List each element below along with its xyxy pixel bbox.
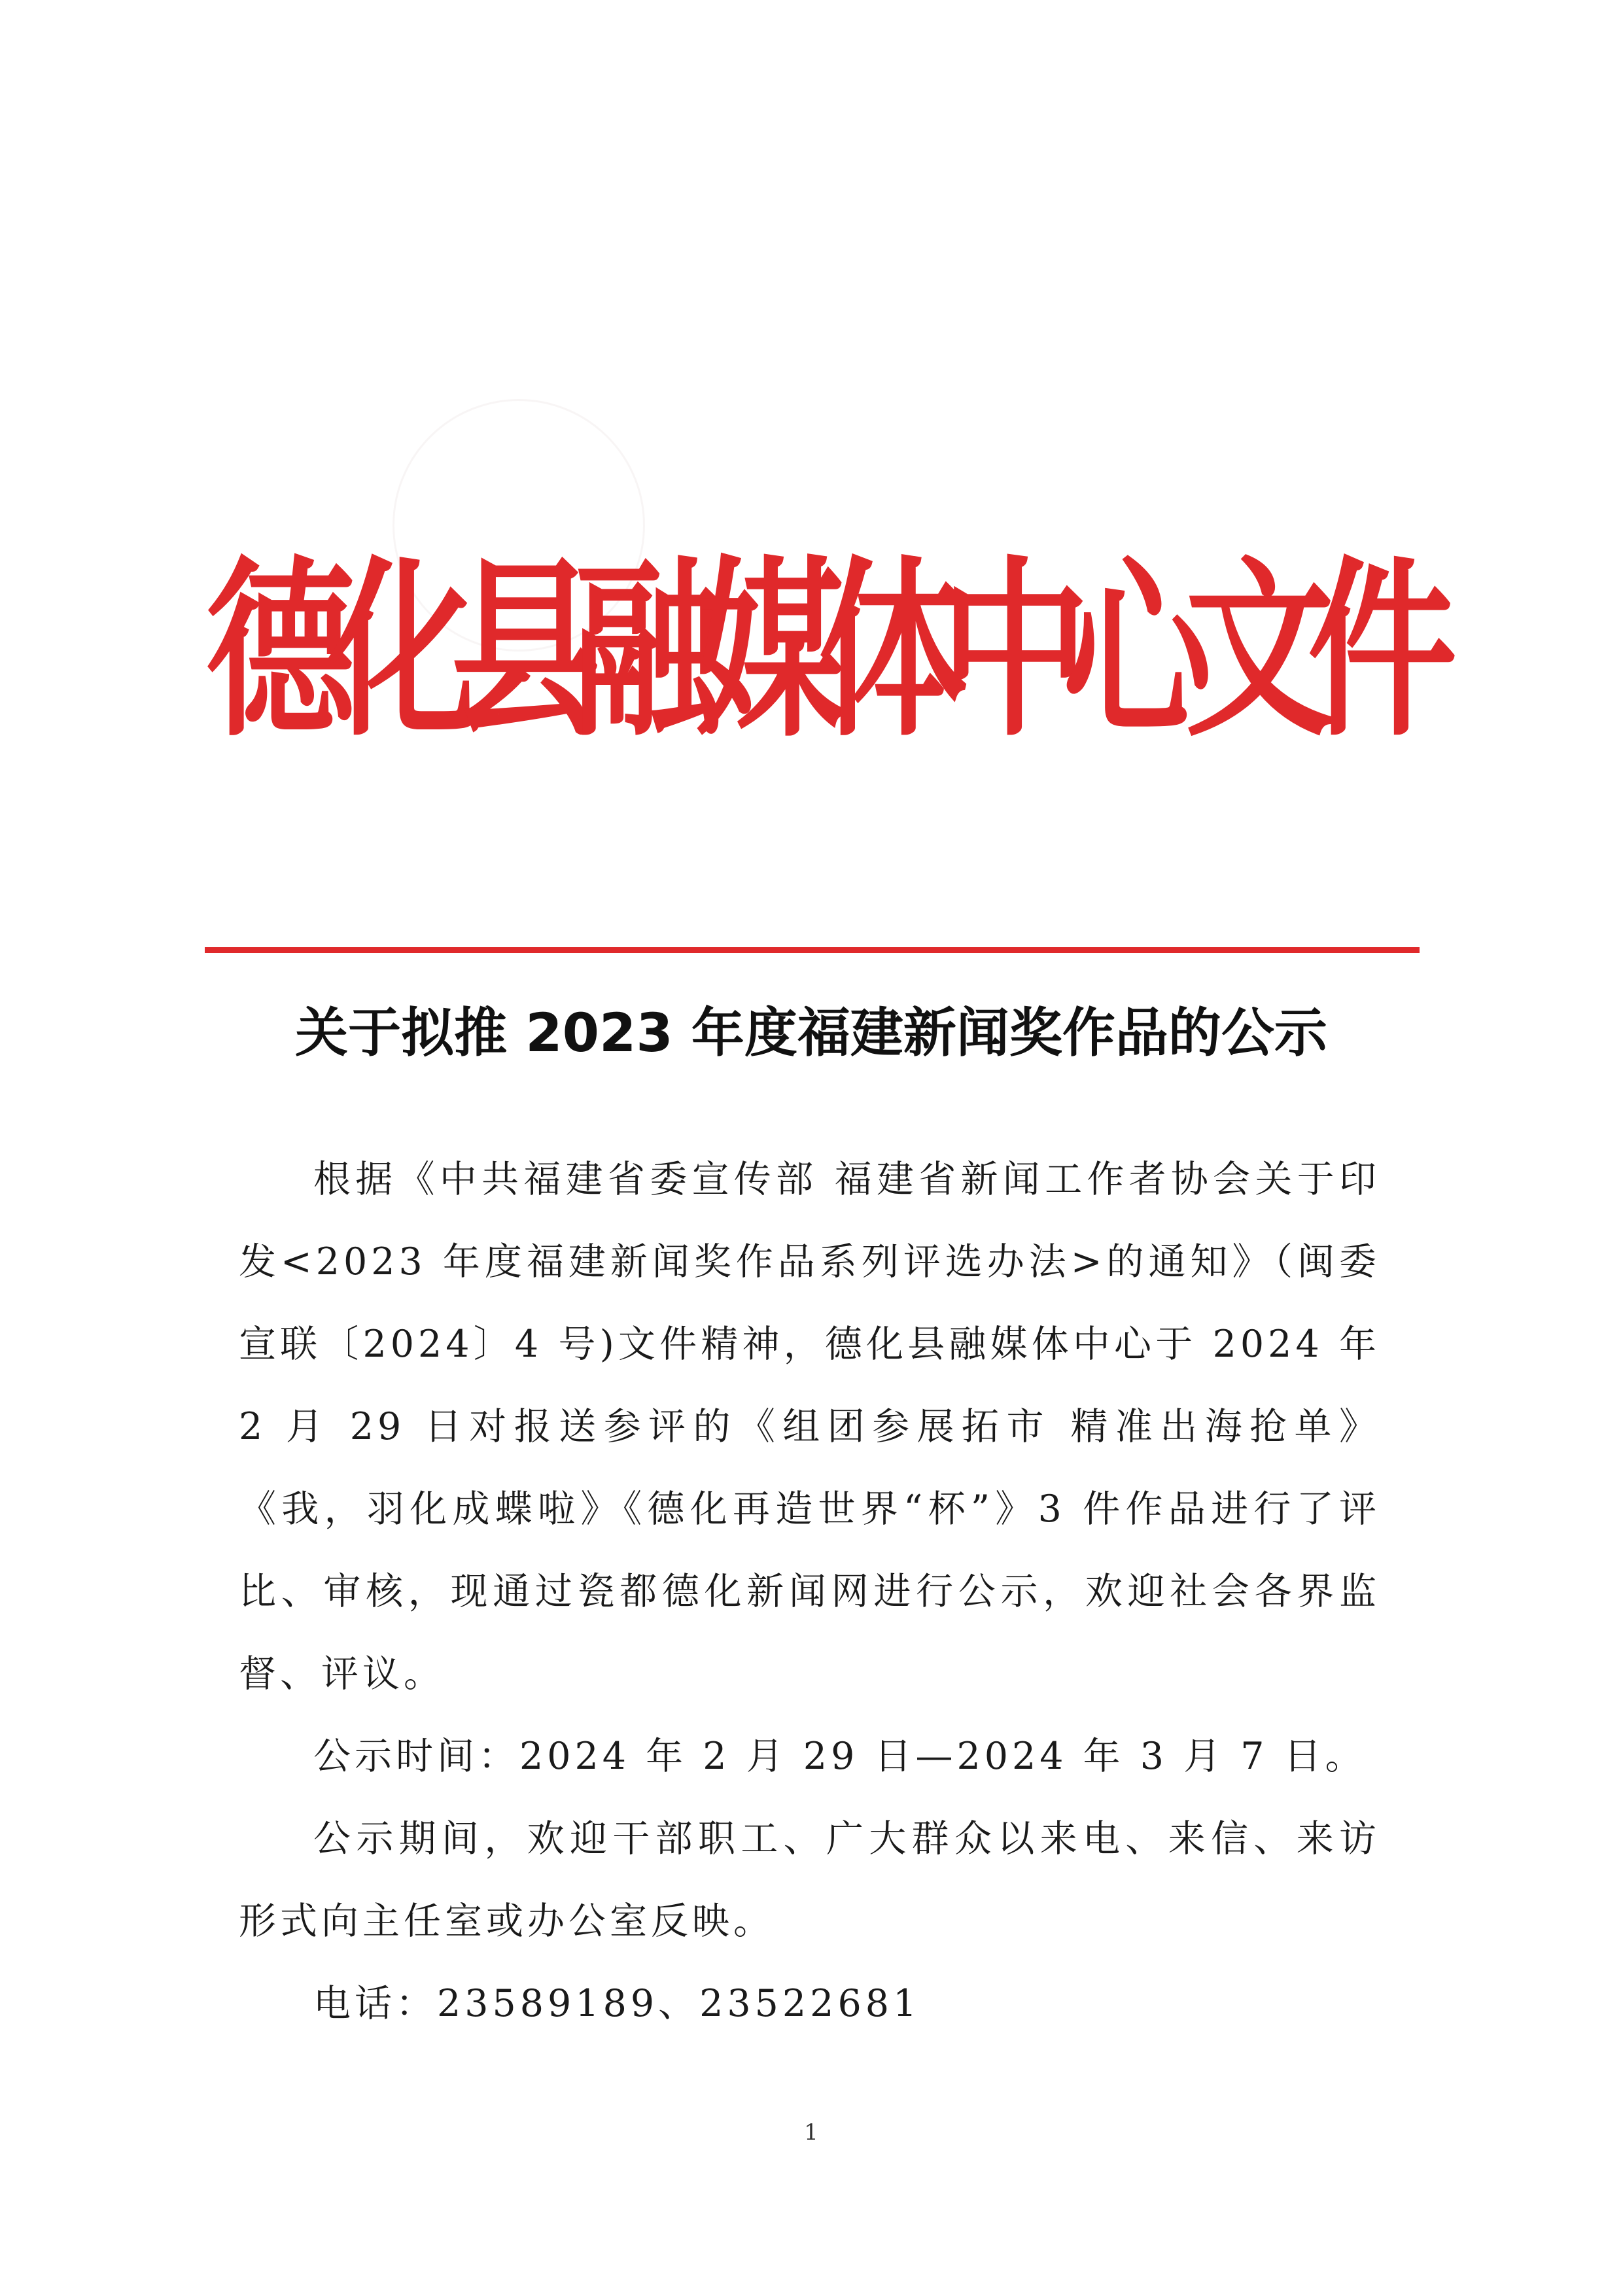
header-char: 心 (1062, 539, 1212, 763)
header-char: 中 (940, 539, 1090, 763)
header-char: 件 (1307, 539, 1457, 763)
document-header-title (206, 539, 1457, 763)
body-paragraph-phone: 电话：23589189、23522681 (313, 1982, 921, 2025)
notice-body (239, 1138, 1380, 2045)
body-paragraph-feedback: 公示期间，欢迎干部职工、广大群众以来电、来信、来访形式向主任室或办公室反映。 (239, 1817, 1380, 1943)
header-char: 融 (573, 539, 723, 763)
body-paragraph-period: 公示时间：2024 年 2 月 29 日—2024 年 3 月 7 日。 (313, 1735, 1367, 1778)
header-char: 媒 (695, 539, 845, 763)
body-paragraph-basis: 根据《中共福建省委宣传部 福建省新闻工作者协会关于印发<2023 年度福建新闻奖作品系列评选办法>的通知》（闽委宣联〔2024〕4 号)文件精神，德化县融媒体中心于 2024 年 2 月 29 日对报送参评的《组团参展拓市 精准出海抢单》《我，羽化成蝶啦》《德化再造世界“杯”》3 件作品进行了评比、审核，现通过瓷都德化新闻网进行公示，欢迎社会各界监督、评议。 (239, 1158, 1380, 1696)
notice-title: 关于拟推 2023 年度福建新闻奖作品的公示 (295, 1003, 1327, 1064)
header-char: 文 (1185, 539, 1335, 763)
header-char: 化 (328, 539, 478, 763)
page-number: 1 (804, 2119, 818, 2146)
red-divider-line (205, 947, 1420, 953)
header-char: 德 (206, 539, 355, 763)
header-char: 县 (451, 539, 601, 763)
header-char: 体 (818, 539, 968, 763)
